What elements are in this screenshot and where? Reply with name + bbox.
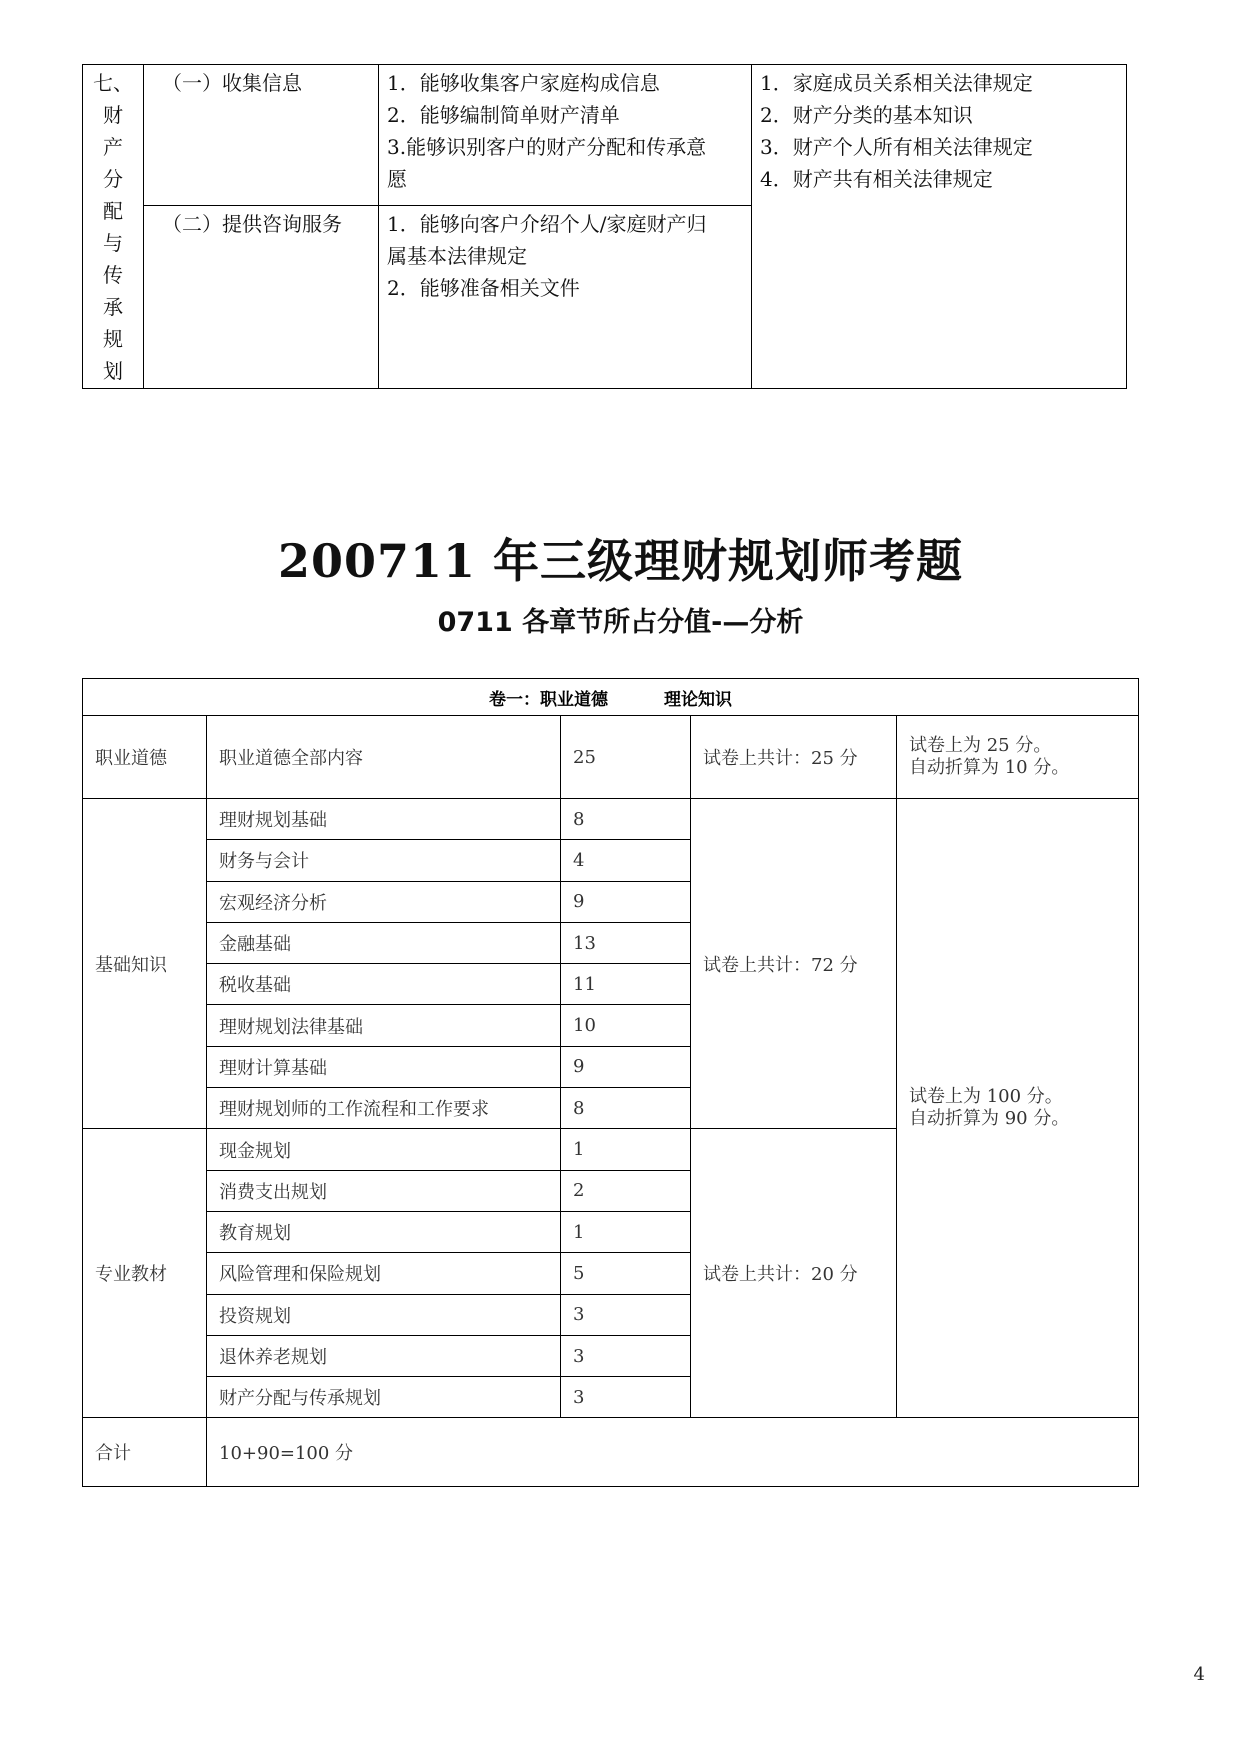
item-name: 教育规划 xyxy=(207,1211,561,1252)
score-table-header xyxy=(83,679,1139,716)
skills-consulting xyxy=(379,206,752,389)
item-score: 3 xyxy=(561,1377,691,1418)
section-label-char: 财 xyxy=(103,103,123,127)
section-label-char: 规 xyxy=(103,327,123,351)
skill-line: 愿 xyxy=(387,167,407,191)
item-score: 9 xyxy=(561,1046,691,1087)
item-score: 1 xyxy=(561,1211,691,1252)
item-score: 4 xyxy=(561,840,691,881)
skill-line: 属基本法律规定 xyxy=(387,244,527,268)
item-score: 3 xyxy=(561,1335,691,1376)
knowledge-line: 4．财产共有相关法律规定 xyxy=(760,167,993,191)
note-line: 自动折算为 90 分。 xyxy=(909,1108,1070,1130)
item-score: 8 xyxy=(561,1088,691,1129)
item-name: 理财规划法律基础 xyxy=(207,1005,561,1046)
table-row-total xyxy=(83,1418,1139,1487)
item-score: 1 xyxy=(561,1129,691,1170)
section-label-char: 产 xyxy=(103,135,123,159)
skill-line: 1．能够向客户介绍个人/家庭财产归 xyxy=(387,212,707,236)
table-row xyxy=(83,799,1139,840)
item-name: 消费支出规划 xyxy=(207,1170,561,1211)
item-name: 投资规划 xyxy=(207,1294,561,1335)
item-name: 现金规划 xyxy=(207,1129,561,1170)
category-basic: 基础知识 xyxy=(83,799,207,1129)
continuation-table xyxy=(82,64,1127,389)
item-score: 9 xyxy=(561,881,691,922)
item-name: 财产分配与传承规划 xyxy=(207,1377,561,1418)
page-number: 4 xyxy=(1193,1664,1205,1685)
knowledge-line: 1．家庭成员关系相关法律规定 xyxy=(760,71,1033,95)
item-name: 理财计算基础 xyxy=(207,1046,561,1087)
section-label-char: 划 xyxy=(103,359,123,383)
header-paper-one: 卷一：职业道德 xyxy=(489,689,608,710)
knowledge-line: 2．财产分类的基本知识 xyxy=(760,103,973,127)
item-score: 10 xyxy=(561,1005,691,1046)
header-theory: 理论知识 xyxy=(664,689,732,710)
section-label-char: 配 xyxy=(103,199,123,223)
section-label xyxy=(83,65,144,389)
page-title: 200711 年三级理财规划师考题 xyxy=(277,534,964,588)
note-line: 自动折算为 10 分。 xyxy=(909,757,1070,778)
item-score: 25 xyxy=(561,716,691,799)
task-collect-info: （一）收集信息 xyxy=(144,65,379,206)
score-table xyxy=(82,678,1139,1487)
item-score: 11 xyxy=(561,964,691,1005)
item-name: 理财规划基础 xyxy=(207,799,561,840)
skill-line: 1．能够收集客户家庭构成信息 xyxy=(387,71,660,95)
skill-line: 2．能够准备相关文件 xyxy=(387,276,580,300)
knowledge-line: 3．财产个人所有相关法律规定 xyxy=(760,135,1033,159)
item-name: 风险管理和保险规划 xyxy=(207,1253,561,1294)
section-label-char: 分 xyxy=(103,167,123,191)
item-score: 2 xyxy=(561,1170,691,1211)
item-name: 金融基础 xyxy=(207,922,561,963)
task-consulting: （二）提供咨询服务 xyxy=(144,206,379,389)
skills-collect-info xyxy=(379,65,752,206)
ethics-note xyxy=(897,716,1139,799)
item-name: 税收基础 xyxy=(207,964,561,1005)
item-name: 宏观经济分析 xyxy=(207,881,561,922)
table-row xyxy=(83,716,1139,799)
page-subtitle: 0711 各章节所占分值-—分析 xyxy=(437,607,804,638)
category-ethics: 职业道德 xyxy=(83,716,207,799)
note-line: 试卷上为 25 分。 xyxy=(909,735,1052,756)
item-name: 财务与会计 xyxy=(207,840,561,881)
item-name: 职业道德全部内容 xyxy=(207,716,561,799)
item-score: 5 xyxy=(561,1253,691,1294)
total-value: 10+90=100 分 xyxy=(207,1418,1139,1487)
subtotal-professional: 试卷上共计：20 分 xyxy=(691,1129,897,1418)
subtotal-basic: 试卷上共计：72 分 xyxy=(691,799,897,1129)
category-professional: 专业教材 xyxy=(83,1129,207,1418)
item-score: 8 xyxy=(561,799,691,840)
section-label-char: 七、 xyxy=(93,71,133,95)
section-label-char: 与 xyxy=(103,231,123,255)
item-score: 13 xyxy=(561,922,691,963)
item-name: 退休养老规划 xyxy=(207,1335,561,1376)
note-line: 试卷上为 100 分。 xyxy=(909,1086,1063,1108)
skill-line: 3.能够识别客户的财产分配和传承意 xyxy=(387,135,707,159)
total-label: 合计 xyxy=(83,1418,207,1487)
item-name: 理财规划师的工作流程和工作要求 xyxy=(207,1088,561,1129)
knowledge-list xyxy=(752,65,1127,389)
subtotal-ethics: 试卷上共计：25 分 xyxy=(691,716,897,799)
section-label-char: 传 xyxy=(103,263,123,287)
section-label-char: 承 xyxy=(103,295,123,319)
theory-note xyxy=(897,799,1139,1418)
skill-line: 2．能够编制简单财产清单 xyxy=(387,103,620,127)
item-score: 3 xyxy=(561,1294,691,1335)
